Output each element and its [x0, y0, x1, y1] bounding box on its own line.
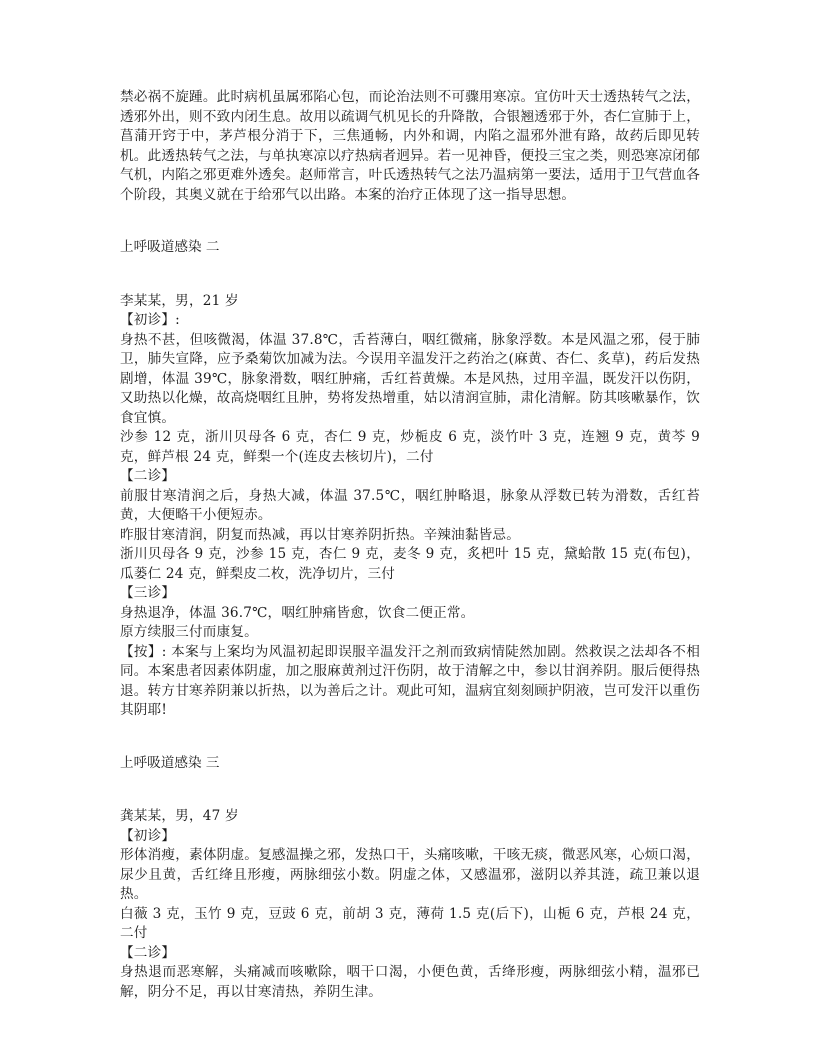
case-section-2 [120, 238, 700, 721]
paragraph: 原方续服三付而康复。 [120, 624, 258, 640]
prescription: 沙参 12 克，浙川贝母各 6 克，杏仁 9 克，炒栀皮 6 克，淡竹叶 3 克，连翘 9 克，黄芩 9 克，鲜芦根 24 克，鲜梨一个(连皮去核切片)，二付 [120, 429, 700, 465]
document-page [120, 88, 700, 1002]
prescription: 浙川贝母各 9 克，沙参 15 克，杏仁 9 克，麦冬 9 克，炙杷叶 15 克，黛蛤散 15 克(布包)，瓜蒌仁 24 克，鲜梨皮二枚，洗净切片，三付 [120, 546, 700, 582]
section-label-second-visit: 【二诊】 [120, 468, 176, 484]
intro-paragraph: 禁必祸不旋踵。此时病机虽属邪陷心包，而论治法则不可骤用寒凉。宜仿叶天士透热转气之法，透邪外出，则不致内闭生息。故用以疏调气机见长的升降散，合银翘透邪于外，杏仁宣肺于上，菖蒲开窍于中，茅芦根分消于下，三焦通畅，内外和调，内陷之温邪外泄有路，故药后即见转机。此透热转气之法，与单执寒凉以疗热病者迥异。若一见神昏，便投三宝之类，则恐寒凉闭郁气机，内陷之邪更难外透矣。赵师常言，叶氏透热转气之法乃温病第一要法，适用于卫气营血各个阶段，其奥义就在于给邪气以出路。本案的治疗正体现了这一指导思想。 [120, 89, 700, 203]
paragraph: 形体消瘦，素体阴虚。复感温操之邪，发热口干，头痛咳嗽，干咳无痰，微恶风寒，心烦口渴，尿少且黄，舌红绛且形瘦，两脉细弦小数。阴虚之体，又感温邪，滋阴以养其涟，疏卫兼以退热。 [120, 847, 700, 902]
paragraph: 昨服甘寒清润，阴复而热减，再以甘寒养阴折热。辛辣油黏皆忌。 [120, 526, 521, 543]
patient-info: 龚某某，男，47 岁 [120, 808, 239, 824]
paragraph: 身热退而恶寒解，头痛减而咳嗽除，咽干口渴，小便色黄，舌绛形瘦，两脉细弦小精，温邪已解，阴分不足，再以甘寒清热，养阴生津。 [120, 964, 700, 1000]
paragraph: 身热退净，体温 36.7℃，咽红肿痛皆愈，饮食二便正常。 [120, 604, 475, 621]
prescription: 白薇 3 克，玉竹 9 克，豆豉 6 克，前胡 3 克，薄荷 1.5 克(后下)，山栀 6 克，芦根 24 克，二付 [120, 905, 700, 941]
case-heading: 上呼吸道感染 二 [120, 239, 220, 255]
section-label-first-visit: 【初诊】 [120, 827, 176, 844]
case-section-3 [120, 754, 700, 1003]
section-label-first-visit: 【初诊】: [120, 312, 180, 328]
patient-info: 李某某，男，21 岁 [120, 292, 239, 309]
paragraph: 身热不甚，但咳微渴，体温 37.8℃，舌苔薄白，咽红微痛，脉象浮数。本是风温之邪，侵于肺卫，肺失宣降，应予桑菊饮加减为法。今误用辛温发汗之药治之(麻黄、杏仁、炙草)，药后发热剧增，体温 39℃，脉象滑数，咽红肿痛，舌红苔黄燥。本是风热，过用辛温，既发汗以伤阴，又助热以化燥，故高烧咽红且肿，势将发热增重，姑以清润宣肺，肃化清解。防其咳嗽暴作，饮食宜慎。 [120, 331, 700, 426]
commentary-note: 【按】: 本案与上案均为风温初起即误服辛温发汗之剂而致病情陡然加剧。然救误之法却各不相同。本案患者因素体阴虚，加之服麻黄剂过汗伤阴，故于清解之中，参以甘润养阴。服后便得热退。转方甘寒养阴兼以折热，以为善后之计。观此可知，温病宜刻刻顾护阴液，岂可发汗以重伤其阴耶! [120, 643, 700, 718]
case-heading: 上呼吸道感染 三 [120, 754, 220, 771]
section-label-third-visit: 【三诊】 [120, 585, 176, 601]
section-label-second-visit: 【二诊】 [120, 944, 176, 961]
paragraph: 前服甘寒清润之后，身热大减，体温 37.5℃，咽红肿略退，脉象从浮数已转为滑数，舌红苔黄，大便略干小便短赤。 [120, 487, 700, 523]
